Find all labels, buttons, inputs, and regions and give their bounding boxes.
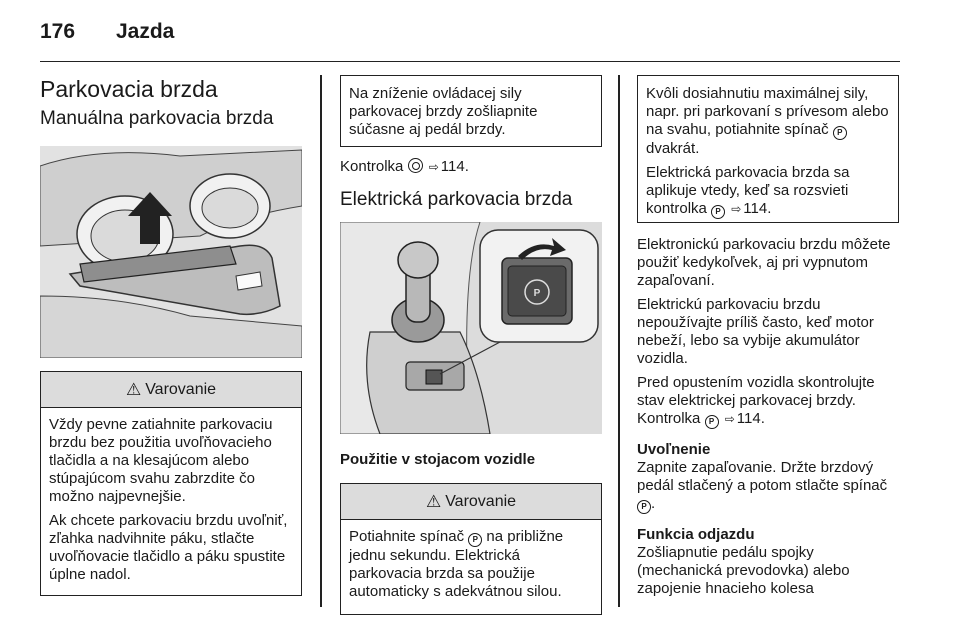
subhead-stationary-use: Použitie v stojacom vozidle — [340, 451, 536, 468]
warning-triangle-icon: ⚠ — [425, 491, 442, 511]
electric-parking-brake-illustration — [340, 222, 602, 434]
warning-heading: Varovanie — [445, 492, 517, 510]
page-reference-arrow-icon: ⇨ — [428, 160, 439, 174]
note-box-max-force — [637, 75, 899, 223]
paragraph-text-a: Pred opustením vozidla skontrolujte stav elektrickej parkovacej brzdy. Kontrolka — [637, 374, 875, 427]
parking-brake-icon: P — [468, 533, 482, 547]
note-paragraph-2 — [646, 164, 890, 219]
subsection-title-electric: Elektrická parkovacia brzda — [340, 189, 573, 210]
warning-body — [41, 408, 301, 592]
page-number: 176 — [40, 20, 76, 43]
warning-triangle-icon: ⚠ — [125, 379, 142, 399]
warning-heading: Varovanie — [145, 380, 217, 398]
warning-body — [341, 520, 601, 609]
column-1 — [40, 75, 302, 596]
column-divider-1 — [320, 75, 322, 607]
indicator-prefix: Kontrolka — [340, 158, 404, 175]
paragraph-release — [637, 459, 899, 514]
parking-brake-icon: P — [637, 500, 651, 514]
paragraph-drive-away: Zošliapnutie pedálu spojky (mechanická prevodovka) alebo zapojenie hnacieho kolesa — [637, 544, 850, 597]
note-box-force — [340, 75, 602, 147]
warning-header — [341, 484, 601, 520]
note-page-ref: 114. — [743, 200, 772, 217]
subhead-drive-away: Funkcia odjazdu — [637, 526, 755, 543]
warning-paragraph-1: Vždy pevne zatiahnite parkovaciu brzdu bez použitia uvoľňovacieho tlačidla a na klesajúcom alebo stúpajúcom svahu zabrzdite čo možno najpevnejšie. — [49, 416, 273, 505]
warning-text-a: Potiahnite spínač — [349, 528, 465, 545]
indicator-page-ref: 114. — [440, 158, 469, 175]
paragraph-page-ref: 114. — [736, 410, 765, 427]
subhead-release: Uvoľnenie — [637, 441, 711, 458]
note-text-b: dvakrát. — [646, 140, 700, 157]
release-text-a: Zapnite zapaľovanie. Držte brzdový pedál stlačený a potom stlačte spínač — [637, 459, 888, 494]
svg-text:P: P — [533, 288, 541, 299]
paragraph-battery-warning: Elektrickú parkovaciu brzdu nepoužívajte príliš často, keď motor nebeží, lebo sa vybije akumulátor vozidla. — [637, 296, 874, 367]
warning-paragraph-2: Ak chcete parkovaciu brzdu uvoľniť, zľahka nadvihnite páku, stlačte uvoľňovacie tlačidlo a páku spustite úplne nadol. — [49, 512, 288, 583]
subsection-title-manual: Manuálna parkovacia brzda — [40, 108, 274, 129]
parking-brake-icon: P — [711, 205, 725, 219]
warning-box-manual — [40, 371, 302, 596]
handbrake-lever-drawing — [40, 146, 302, 358]
column-divider-2 — [618, 75, 620, 607]
epb-switch-drawing — [340, 222, 602, 434]
brake-warning-indicator-icon — [408, 158, 423, 173]
warning-header — [41, 372, 301, 408]
warning-box-electric — [340, 483, 602, 615]
running-title: Jazda — [116, 20, 175, 43]
section-title: Parkovacia brzda — [40, 76, 218, 102]
warning-text-b: na približne jednu sekundu. Elektrická parkovacia brzda sa použije automaticky s adekvátnou silou. — [349, 528, 564, 600]
page-reference-arrow-icon: ⇨ — [731, 202, 742, 216]
manual-handbrake-illustration — [40, 146, 302, 358]
column-2 — [340, 75, 602, 615]
parking-brake-icon: P — [833, 126, 847, 140]
note-text: Na zníženie ovládacej sily parkovacej brzdy zošliapnite súčasne aj pedál brzdy. — [349, 85, 538, 138]
note-text-a: Kvôli dosiahnutiu maximálnej sily, napr. pri parkovaní s prívesom alebo na svahu, potiahnite spínač — [646, 85, 889, 138]
parking-brake-icon: P — [705, 415, 719, 429]
paragraph-anytime-use: Elektronickú parkovaciu brzdu môžete použiť kedykoľvek, aj pri vypnutom zapaľovaní. — [637, 236, 891, 289]
column-3 — [637, 75, 899, 604]
indicator-reference-line — [340, 158, 602, 176]
paragraph-before-leaving — [637, 374, 899, 429]
page-header — [40, 18, 900, 62]
note-paragraph-1 — [646, 85, 890, 158]
release-text-b: . — [651, 495, 656, 512]
page-reference-arrow-icon: ⇨ — [724, 412, 735, 426]
warning-paragraph-1 — [349, 528, 594, 601]
note-text-c: Elektrická parkovacia brzda sa aplikuje vtedy, keď sa rozsvieti kontrolka — [646, 164, 850, 217]
